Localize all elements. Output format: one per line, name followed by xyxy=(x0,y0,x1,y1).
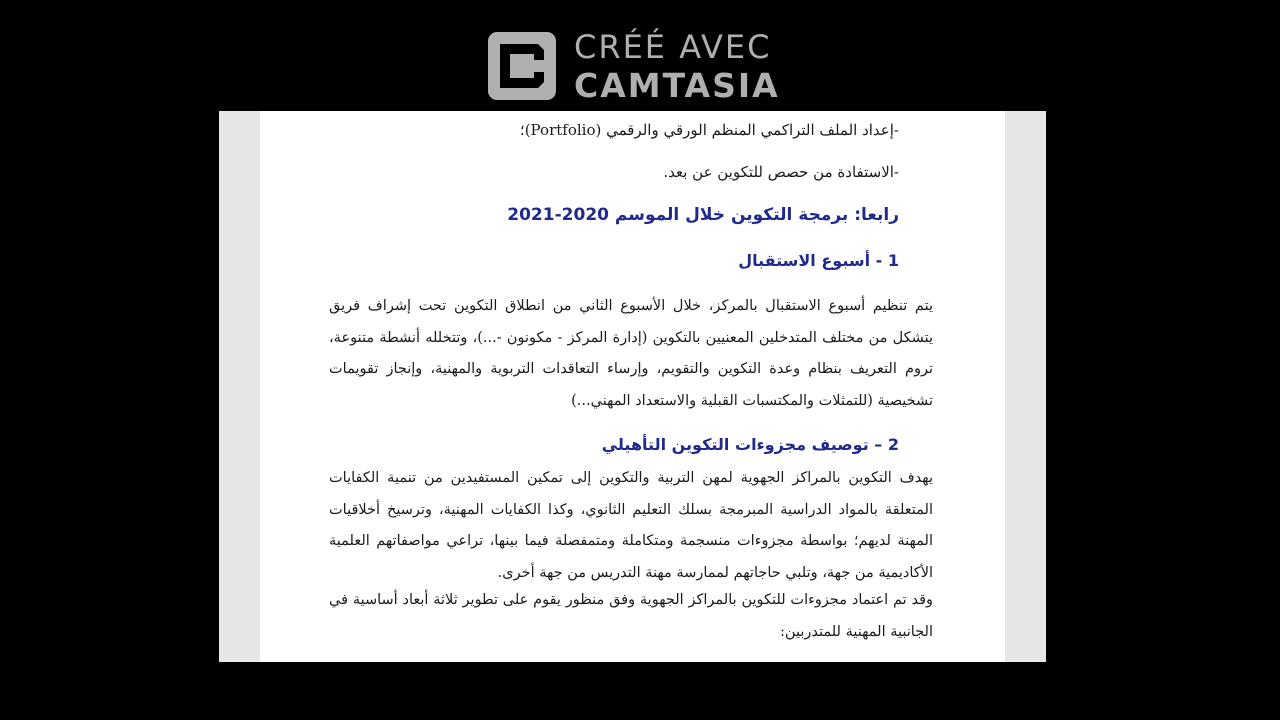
bullet-distance-training: -الاستفادة من حصص للتكوين عن بعد. xyxy=(663,163,899,181)
watermark-text-line1: CRÉÉ AVEC xyxy=(574,28,772,66)
camtasia-watermark xyxy=(486,28,806,104)
subsection-2-paragraph-2: وقد تم اعتماد مجزوءات للتكوين بالمراكز الجهوية وفق منظور يقوم على تطوير ثلاثة أبعاد أساسية في الجانبية المهنية للمتدربين: xyxy=(329,592,933,640)
document-viewer xyxy=(219,111,1046,662)
document-page xyxy=(260,111,1005,662)
bullet-portfolio: -إعداد الملف التراكمي المنظم الورقي والرقمي (Portfolio)؛ xyxy=(519,121,899,139)
section-heading: رابعا: برمجة التكوين خلال الموسم 2020-2021 xyxy=(507,205,899,225)
subsection-1-heading: 1 - أسبوع الاستقبال xyxy=(738,251,899,270)
subsection-1-paragraph: يتم تنظيم أسبوع الاستقبال بالمركز، خلال الأسبوع الثاني من انطلاق التكوين تحت إشراف فريق يتشكل من مختلف المتدخلين المعنيين بالتكوين (إدارة المركز - مكونون -...)، وتتخلله أنشطة متنوعة، تروم التعريف بنظام وعدة التكوين والتقويم، وإرساء التعاقدات التربوية والمهنية، وإنجاز تقويمات تشخيصية (للتمثلات والمكتسبات القبلية والاستعداد المهني...) xyxy=(329,298,933,409)
camtasia-logo-icon xyxy=(488,32,556,100)
watermark-text-line2: CAMTASIA xyxy=(574,66,780,105)
subsection-2-heading: 2 – توصيف مجزوءات التكوين التأهيلي xyxy=(601,435,899,454)
subsection-2-paragraph-1: يهدف التكوين بالمراكز الجهوية لمهن التربية والتكوين إلى تمكين المستفيدين من تنمية الكفايات المتعلقة بالمواد الدراسية المبرمجة بسلك التعليم الثانوي، وكذا الكفايات المهنية، وترسيخ أخلاقيات المهنة لديهم؛ بواسطة مجزوءات منسجمة ومتكاملة ومتمفصلة فيما بينها، تراعي مواصفاتهم العلمية الأكاديمية من جهة، وتلبي حاجاتهم لممارسة مهنة التدريس من جهة أخرى. xyxy=(329,470,933,581)
